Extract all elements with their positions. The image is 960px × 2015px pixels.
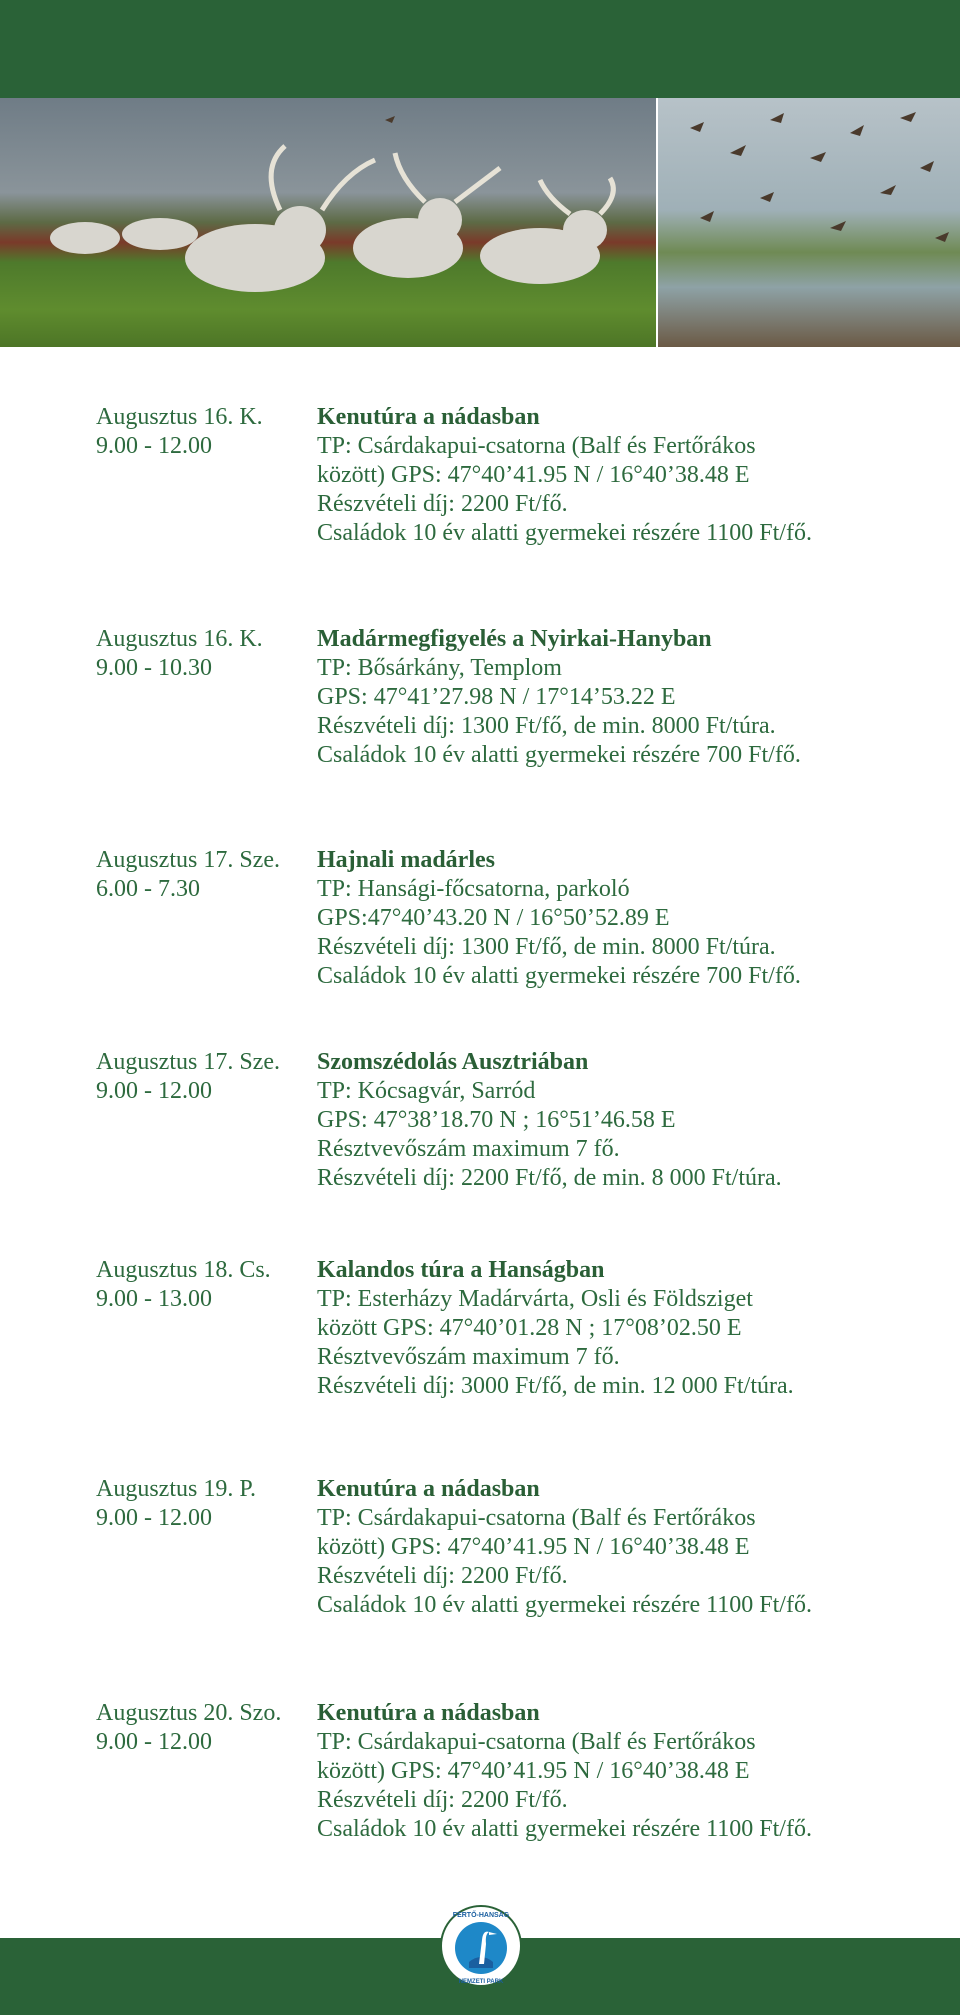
event-title: Hajnali madárles (317, 847, 495, 873)
event-date: Augusztus 20. Szo. (96, 1700, 282, 1726)
event-details (317, 846, 937, 991)
event-line: Résztvevőszám maximum 7 fő. (317, 1344, 620, 1370)
event-line: Részvételi díj: 2200 Ft/fő, de min. 8 000 Ft/túra. (317, 1165, 782, 1191)
event-time: 9.00 - 13.00 (96, 1286, 212, 1312)
event-title: Kenutúra a nádasban (317, 404, 540, 430)
event-datetime (96, 625, 316, 683)
event-time: 9.00 - 12.00 (96, 1078, 212, 1104)
event-line: Részvételi díj: 1300 Ft/fő, de min. 8000 Ft/túra. (317, 934, 776, 960)
event-line: között) GPS: 47°40’41.95 N / 16°40’38.48 E (317, 1534, 750, 1560)
event-line: között) GPS: 47°40’41.95 N / 16°40’38.48 E (317, 462, 750, 488)
logo-text-bottom: NEMZETI PARK (458, 1979, 504, 1985)
logo-text-top: FERTŐ-HANSÁG (452, 1912, 510, 1919)
event-line: TP: Bősárkány, Templom (317, 655, 562, 681)
event-title: Szomszédolás Ausztriában (317, 1049, 589, 1075)
event-line: között) GPS: 47°40’41.95 N / 16°40’38.48 E (317, 1758, 750, 1784)
event-line: TP: Hansági-főcsatorna, parkoló (317, 876, 630, 902)
national-park-logo (439, 1904, 523, 1988)
event-datetime (96, 1048, 316, 1106)
event-date: Augusztus 18. Cs. (96, 1257, 271, 1283)
event-details (317, 1699, 937, 1844)
event-datetime (96, 1256, 316, 1314)
event-date: Augusztus 16. K. (96, 404, 263, 430)
event-line: Részvételi díj: 2200 Ft/fő. (317, 1787, 568, 1813)
event-line: Családok 10 év alatti gyermekei részére 700 Ft/fő. (317, 742, 801, 768)
event-details (317, 403, 937, 548)
event-line: Részvételi díj: 3000 Ft/fő, de min. 12 000 Ft/túra. (317, 1373, 794, 1399)
event-details (317, 625, 937, 770)
event-title: Kenutúra a nádasban (317, 1476, 540, 1502)
event-details (317, 1256, 937, 1401)
event-line: Családok 10 év alatti gyermekei részére 700 Ft/fő. (317, 963, 801, 989)
heron-logo-icon (439, 1904, 523, 1988)
event-title: Kenutúra a nádasban (317, 1700, 540, 1726)
event-line: GPS:47°40’43.20 N / 16°50’52.89 E (317, 905, 670, 931)
event-7 (0, 1699, 960, 1879)
event-line: Részvételi díj: 2200 Ft/fő. (317, 491, 568, 517)
event-line: TP: Csárdakapui-csatorna (Balf és Fertőrákos (317, 1505, 756, 1531)
event-line: Családok 10 év alatti gyermekei részére 1100 Ft/fő. (317, 1816, 812, 1842)
event-date: Augusztus 16. K. (96, 626, 263, 652)
event-line: Családok 10 év alatti gyermekei részére 1100 Ft/fő. (317, 520, 812, 546)
event-datetime (96, 403, 316, 461)
event-time: 9.00 - 12.00 (96, 1729, 212, 1755)
event-line: GPS: 47°41’27.98 N / 17°14’53.22 E (317, 684, 676, 710)
event-line: TP: Csárdakapui-csatorna (Balf és Fertőrákos (317, 433, 756, 459)
event-line: TP: Esterházy Madárvárta, Osli és Földsziget (317, 1286, 753, 1312)
header-photos (0, 98, 960, 347)
event-datetime (96, 1699, 316, 1757)
event-time: 9.00 - 12.00 (96, 1505, 212, 1531)
event-line: GPS: 47°38’18.70 N ; 16°51’46.58 E (317, 1107, 676, 1133)
event-time: 9.00 - 12.00 (96, 433, 212, 459)
event-line: között GPS: 47°40’01.28 N ; 17°08’02.50 E (317, 1315, 742, 1341)
header-photo-illustration (0, 98, 960, 347)
event-line: Részvételi díj: 1300 Ft/fő, de min. 8000 Ft/túra. (317, 713, 776, 739)
event-line: Családok 10 év alatti gyermekei részére 1100 Ft/fő. (317, 1592, 812, 1618)
event-line: TP: Csárdakapui-csatorna (Balf és Fertőrákos (317, 1729, 756, 1755)
event-datetime (96, 1475, 316, 1533)
event-details (317, 1048, 937, 1193)
event-1 (0, 403, 960, 583)
event-time: 9.00 - 10.30 (96, 655, 212, 681)
event-title: Kalandos túra a Hanságban (317, 1257, 605, 1283)
event-3 (0, 846, 960, 1026)
event-date: Augusztus 17. Sze. (96, 1049, 280, 1075)
event-2 (0, 625, 960, 805)
event-4 (0, 1048, 960, 1228)
event-date: Augusztus 19. P. (96, 1476, 257, 1502)
cattle-herd-illustration (50, 198, 607, 292)
event-details (317, 1475, 937, 1620)
top-banner (0, 0, 960, 98)
event-date: Augusztus 17. Sze. (96, 847, 280, 873)
event-line: TP: Kócsagvár, Sarród (317, 1078, 536, 1104)
event-time: 6.00 - 7.30 (96, 876, 200, 902)
event-6 (0, 1475, 960, 1655)
event-title: Madármegfigyelés a Nyirkai-Hanyban (317, 626, 712, 652)
event-line: Részvételi díj: 2200 Ft/fő. (317, 1563, 568, 1589)
event-5 (0, 1256, 960, 1436)
event-line: Résztvevőszám maximum 7 fő. (317, 1136, 620, 1162)
event-datetime (96, 846, 316, 904)
birds-flock-illustration (385, 112, 949, 242)
